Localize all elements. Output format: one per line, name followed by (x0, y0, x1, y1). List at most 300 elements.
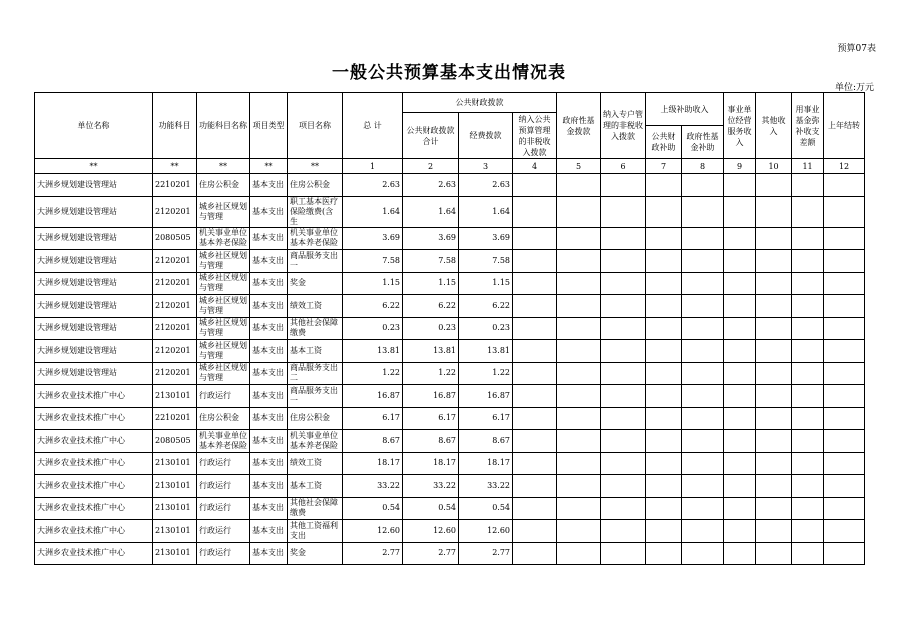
index-cell: 2 (403, 159, 459, 174)
cell-empty (724, 272, 756, 295)
cell-empty (792, 542, 824, 565)
cell-project-name: 绩效工资 (288, 295, 343, 318)
cell-project-type: 基本支出 (250, 520, 288, 543)
cell-empty (756, 497, 792, 520)
header-pf-nontax: 纳入公共预算管理的非税收入拨款 (513, 113, 557, 159)
cell-unit-name: 大洲乡农业技术推广中心 (35, 385, 153, 408)
cell-empty (682, 250, 724, 273)
cell-empty (557, 174, 601, 197)
table-row (35, 407, 865, 430)
cell-empty (601, 295, 646, 318)
cell-empty (824, 407, 865, 430)
cell-pf-subtotal: 1.15 (403, 272, 459, 295)
cell-func-code: 2130101 (153, 385, 197, 408)
table-row (35, 385, 865, 408)
cell-empty (724, 452, 756, 475)
cell-empty (724, 385, 756, 408)
header-other-income: 其他收入 (756, 93, 792, 159)
cell-func-name: 城乡社区规划与管理 (197, 317, 250, 340)
cell-project-name: 奖金 (288, 542, 343, 565)
cell-empty (724, 174, 756, 197)
cell-empty (682, 196, 724, 227)
cell-empty (601, 497, 646, 520)
cell-empty (792, 272, 824, 295)
header-sup-gov-fund: 政府性基金补助 (682, 126, 724, 159)
cell-empty (792, 475, 824, 498)
cell-empty (513, 407, 557, 430)
cell-total: 13.81 (343, 340, 403, 363)
cell-empty (756, 362, 792, 385)
cell-project-type: 基本支出 (250, 475, 288, 498)
table-row (35, 497, 865, 520)
cell-empty (724, 196, 756, 227)
cell-pf-expense: 0.54 (459, 497, 513, 520)
cell-project-type: 基本支出 (250, 295, 288, 318)
cell-empty (557, 520, 601, 543)
cell-empty (792, 174, 824, 197)
cell-empty (646, 317, 682, 340)
cell-empty (756, 174, 792, 197)
index-cell: 6 (601, 159, 646, 174)
cell-project-name: 住房公积金 (288, 407, 343, 430)
cell-project-name: 奖金 (288, 272, 343, 295)
table-row (35, 272, 865, 295)
cell-empty (557, 542, 601, 565)
cell-project-type: 基本支出 (250, 272, 288, 295)
cell-project-type: 基本支出 (250, 362, 288, 385)
cell-unit-name: 大洲乡规划建设管理站 (35, 362, 153, 385)
cell-project-name: 机关事业单位基本养老保险 (288, 227, 343, 250)
cell-empty (682, 362, 724, 385)
cell-empty (756, 295, 792, 318)
cell-empty (646, 475, 682, 498)
cell-total: 33.22 (343, 475, 403, 498)
cell-empty (557, 227, 601, 250)
header-sup-public: 公共财政补助 (646, 126, 682, 159)
cell-empty (792, 196, 824, 227)
cell-pf-expense: 6.22 (459, 295, 513, 318)
cell-empty (557, 497, 601, 520)
cell-empty (824, 174, 865, 197)
cell-empty (682, 295, 724, 318)
cell-total: 0.23 (343, 317, 403, 340)
cell-func-name: 城乡社区规划与管理 (197, 272, 250, 295)
header-pf-expense: 经费拨款 (459, 113, 513, 159)
table-row (35, 430, 865, 453)
cell-empty (824, 385, 865, 408)
cell-unit-name: 大洲乡农业技术推广中心 (35, 542, 153, 565)
cell-empty (792, 250, 824, 273)
cell-project-name: 职工基本医疗保险缴费(含生 (288, 196, 343, 227)
cell-empty (513, 317, 557, 340)
cell-empty (682, 174, 724, 197)
cell-empty (682, 430, 724, 453)
cell-project-name: 住房公积金 (288, 174, 343, 197)
cell-project-type: 基本支出 (250, 452, 288, 475)
cell-empty (557, 196, 601, 227)
cell-unit-name: 大洲乡农业技术推广中心 (35, 452, 153, 475)
index-cell: ** (153, 159, 197, 174)
index-cell: 4 (513, 159, 557, 174)
table-row (35, 362, 865, 385)
cell-empty (756, 317, 792, 340)
cell-empty (646, 174, 682, 197)
cell-pf-subtotal: 18.17 (403, 452, 459, 475)
cell-empty (513, 520, 557, 543)
cell-project-type: 基本支出 (250, 542, 288, 565)
cell-func-name: 住房公积金 (197, 174, 250, 197)
cell-project-name: 其他工资福利支出 (288, 520, 343, 543)
header-unit-name: 单位名称 (35, 93, 153, 159)
cell-empty (601, 362, 646, 385)
cell-func-name: 行政运行 (197, 520, 250, 543)
header-public-finance: 公共财政拨款 (403, 93, 557, 113)
cell-total: 8.67 (343, 430, 403, 453)
cell-pf-subtotal: 7.58 (403, 250, 459, 273)
cell-empty (824, 340, 865, 363)
cell-empty (513, 430, 557, 453)
header-special-nontax: 纳入专户管理的非税收入拨款 (601, 93, 646, 159)
cell-empty (756, 250, 792, 273)
cell-func-code: 2120201 (153, 295, 197, 318)
cell-project-name: 其他社会保障缴费 (288, 497, 343, 520)
cell-empty (601, 385, 646, 408)
header-project-name: 项目名称 (288, 93, 343, 159)
cell-empty (724, 430, 756, 453)
table-row (35, 227, 865, 250)
unit-label: 单位:万元 (834, 83, 874, 93)
cell-func-name: 城乡社区规划与管理 (197, 250, 250, 273)
cell-empty (646, 227, 682, 250)
cell-empty (601, 317, 646, 340)
index-cell: 1 (343, 159, 403, 174)
cell-total: 2.63 (343, 174, 403, 197)
table-row (35, 196, 865, 227)
index-cell: 7 (646, 159, 682, 174)
cell-pf-subtotal: 6.17 (403, 407, 459, 430)
cell-empty (682, 497, 724, 520)
cell-empty (792, 430, 824, 453)
cell-total: 2.77 (343, 542, 403, 565)
cell-unit-name: 大洲乡规划建设管理站 (35, 196, 153, 227)
header-project-type: 项目类型 (250, 93, 288, 159)
cell-project-name: 绩效工资 (288, 452, 343, 475)
cell-func-name: 城乡社区规划与管理 (197, 295, 250, 318)
cell-empty (513, 497, 557, 520)
cell-empty (682, 385, 724, 408)
header-gov-fund: 政府性基金拨款 (557, 93, 601, 159)
cell-unit-name: 大洲乡农业技术推广中心 (35, 475, 153, 498)
cell-func-code: 2120201 (153, 317, 197, 340)
cell-pf-subtotal: 8.67 (403, 430, 459, 453)
cell-empty (756, 407, 792, 430)
cell-empty (824, 520, 865, 543)
cell-empty (756, 520, 792, 543)
cell-empty (646, 520, 682, 543)
cell-func-name: 城乡社区规划与管理 (197, 196, 250, 227)
cell-empty (756, 430, 792, 453)
budget-table (34, 92, 865, 565)
cell-empty (792, 295, 824, 318)
cell-empty (724, 362, 756, 385)
cell-empty (513, 227, 557, 250)
cell-empty (601, 340, 646, 363)
cell-pf-subtotal: 2.63 (403, 174, 459, 197)
cell-empty (646, 497, 682, 520)
index-cell: ** (288, 159, 343, 174)
cell-pf-subtotal: 0.54 (403, 497, 459, 520)
cell-pf-subtotal: 6.22 (403, 295, 459, 318)
cell-empty (557, 407, 601, 430)
table-row (35, 452, 865, 475)
cell-empty (601, 542, 646, 565)
index-cell: 11 (792, 159, 824, 174)
cell-project-name: 机关事业单位基本养老保险 (288, 430, 343, 453)
table-row (35, 520, 865, 543)
cell-empty (513, 452, 557, 475)
cell-empty (682, 407, 724, 430)
cell-project-name: 基本工资 (288, 475, 343, 498)
cell-func-name: 城乡社区规划与管理 (197, 362, 250, 385)
header-biz-income: 事业单位经营服务收入 (724, 93, 756, 159)
index-cell: 9 (724, 159, 756, 174)
cell-total: 1.15 (343, 272, 403, 295)
cell-total: 1.22 (343, 362, 403, 385)
cell-empty (824, 196, 865, 227)
cell-unit-name: 大洲乡农业技术推广中心 (35, 520, 153, 543)
cell-empty (724, 295, 756, 318)
table-row (35, 317, 865, 340)
cell-empty (824, 542, 865, 565)
table-row (35, 174, 865, 197)
cell-pf-expense: 12.60 (459, 520, 513, 543)
cell-func-name: 住房公积金 (197, 407, 250, 430)
cell-empty (557, 295, 601, 318)
index-cell: 12 (824, 159, 865, 174)
cell-project-type: 基本支出 (250, 227, 288, 250)
cell-empty (646, 362, 682, 385)
table-body (35, 174, 865, 565)
table-row (35, 542, 865, 565)
cell-empty (557, 385, 601, 408)
cell-pf-expense: 3.69 (459, 227, 513, 250)
cell-unit-name: 大洲乡农业技术推广中心 (35, 497, 153, 520)
form-number: 预算07表 (837, 44, 876, 54)
cell-empty (756, 227, 792, 250)
cell-empty (724, 340, 756, 363)
cell-func-code: 2120201 (153, 362, 197, 385)
cell-empty (756, 340, 792, 363)
cell-func-code: 2130101 (153, 497, 197, 520)
index-cell: 3 (459, 159, 513, 174)
cell-empty (601, 520, 646, 543)
cell-empty (724, 497, 756, 520)
cell-func-name: 城乡社区规划与管理 (197, 340, 250, 363)
cell-pf-subtotal: 0.23 (403, 317, 459, 340)
cell-unit-name: 大洲乡农业技术推广中心 (35, 407, 153, 430)
cell-func-code: 2120201 (153, 340, 197, 363)
cell-total: 6.17 (343, 407, 403, 430)
cell-total: 0.54 (343, 497, 403, 520)
cell-empty (682, 475, 724, 498)
cell-empty (824, 272, 865, 295)
cell-func-code: 2210201 (153, 174, 197, 197)
cell-empty (557, 340, 601, 363)
cell-empty (724, 542, 756, 565)
cell-empty (513, 196, 557, 227)
cell-empty (557, 475, 601, 498)
cell-empty (682, 542, 724, 565)
cell-total: 12.60 (343, 520, 403, 543)
header-superior-subsidy: 上级补助收入 (646, 93, 724, 126)
cell-total: 6.22 (343, 295, 403, 318)
cell-empty (646, 295, 682, 318)
cell-pf-expense: 1.15 (459, 272, 513, 295)
cell-empty (646, 452, 682, 475)
cell-empty (824, 475, 865, 498)
cell-empty (513, 385, 557, 408)
cell-empty (824, 497, 865, 520)
cell-empty (513, 272, 557, 295)
cell-empty (601, 196, 646, 227)
table-row (35, 475, 865, 498)
cell-func-code: 2080505 (153, 430, 197, 453)
cell-pf-expense: 8.67 (459, 430, 513, 453)
cell-func-code: 2130101 (153, 542, 197, 565)
header-func-code: 功能科目 (153, 93, 197, 159)
cell-func-code: 2120201 (153, 272, 197, 295)
cell-empty (824, 227, 865, 250)
cell-empty (557, 362, 601, 385)
cell-empty (513, 295, 557, 318)
index-cell: 8 (682, 159, 724, 174)
cell-empty (756, 475, 792, 498)
cell-pf-subtotal: 13.81 (403, 340, 459, 363)
cell-empty (682, 317, 724, 340)
cell-empty (601, 227, 646, 250)
cell-unit-name: 大洲乡规划建设管理站 (35, 272, 153, 295)
cell-pf-expense: 1.64 (459, 196, 513, 227)
cell-empty (824, 452, 865, 475)
cell-pf-subtotal: 33.22 (403, 475, 459, 498)
cell-func-code: 2080505 (153, 227, 197, 250)
cell-empty (601, 407, 646, 430)
table-row (35, 340, 865, 363)
cell-empty (646, 407, 682, 430)
cell-func-code: 2120201 (153, 196, 197, 227)
index-cell: 5 (557, 159, 601, 174)
cell-empty (646, 385, 682, 408)
cell-empty (756, 196, 792, 227)
cell-total: 1.64 (343, 196, 403, 227)
cell-empty (682, 272, 724, 295)
cell-func-name: 机关事业单位基本养老保险 (197, 227, 250, 250)
cell-empty (601, 174, 646, 197)
cell-empty (756, 452, 792, 475)
cell-func-name: 行政运行 (197, 452, 250, 475)
page-title: 一般公共预算基本支出情况表 (332, 63, 566, 83)
cell-empty (513, 340, 557, 363)
cell-empty (513, 362, 557, 385)
cell-empty (682, 227, 724, 250)
cell-total: 18.17 (343, 452, 403, 475)
cell-empty (824, 250, 865, 273)
cell-empty (646, 272, 682, 295)
cell-project-name: 基本工资 (288, 340, 343, 363)
index-cell: ** (250, 159, 288, 174)
cell-empty (682, 340, 724, 363)
cell-project-name: 商品服务支出一 (288, 385, 343, 408)
cell-project-type: 基本支出 (250, 430, 288, 453)
cell-empty (601, 452, 646, 475)
cell-empty (724, 407, 756, 430)
cell-empty (792, 452, 824, 475)
cell-empty (646, 340, 682, 363)
table-row (35, 295, 865, 318)
cell-unit-name: 大洲乡农业技术推广中心 (35, 430, 153, 453)
cell-project-type: 基本支出 (250, 497, 288, 520)
cell-unit-name: 大洲乡规划建设管理站 (35, 174, 153, 197)
cell-project-type: 基本支出 (250, 340, 288, 363)
cell-empty (824, 362, 865, 385)
cell-empty (792, 497, 824, 520)
cell-empty (557, 250, 601, 273)
cell-empty (792, 407, 824, 430)
cell-empty (557, 272, 601, 295)
header-pf-subtotal: 公共财政拨款合计 (403, 113, 459, 159)
cell-unit-name: 大洲乡规划建设管理站 (35, 317, 153, 340)
cell-empty (646, 542, 682, 565)
header-biz-fund: 用事业基金弥补收支差额 (792, 93, 824, 159)
cell-project-name: 其他社会保障缴费 (288, 317, 343, 340)
cell-func-name: 行政运行 (197, 475, 250, 498)
cell-pf-subtotal: 1.22 (403, 362, 459, 385)
header-total: 总 计 (343, 93, 403, 159)
cell-empty (646, 196, 682, 227)
cell-empty (724, 317, 756, 340)
cell-pf-expense: 1.22 (459, 362, 513, 385)
cell-project-type: 基本支出 (250, 196, 288, 227)
cell-unit-name: 大洲乡规划建设管理站 (35, 250, 153, 273)
cell-pf-expense: 13.81 (459, 340, 513, 363)
cell-pf-expense: 7.58 (459, 250, 513, 273)
cell-project-type: 基本支出 (250, 407, 288, 430)
cell-pf-expense: 33.22 (459, 475, 513, 498)
cell-empty (557, 452, 601, 475)
cell-empty (756, 272, 792, 295)
cell-func-code: 2130101 (153, 520, 197, 543)
cell-pf-subtotal: 3.69 (403, 227, 459, 250)
cell-empty (824, 317, 865, 340)
cell-project-type: 基本支出 (250, 385, 288, 408)
cell-empty (724, 227, 756, 250)
cell-empty (557, 317, 601, 340)
cell-pf-expense: 2.63 (459, 174, 513, 197)
cell-empty (792, 520, 824, 543)
cell-unit-name: 大洲乡规划建设管理站 (35, 227, 153, 250)
cell-empty (792, 385, 824, 408)
cell-empty (792, 227, 824, 250)
cell-empty (646, 430, 682, 453)
cell-pf-expense: 18.17 (459, 452, 513, 475)
column-index-row (35, 159, 865, 174)
header-last-year: 上年结转 (824, 93, 865, 159)
cell-func-name: 行政运行 (197, 497, 250, 520)
cell-empty (724, 475, 756, 498)
cell-empty (724, 520, 756, 543)
cell-project-name: 商品服务支出二 (288, 362, 343, 385)
cell-empty (513, 542, 557, 565)
